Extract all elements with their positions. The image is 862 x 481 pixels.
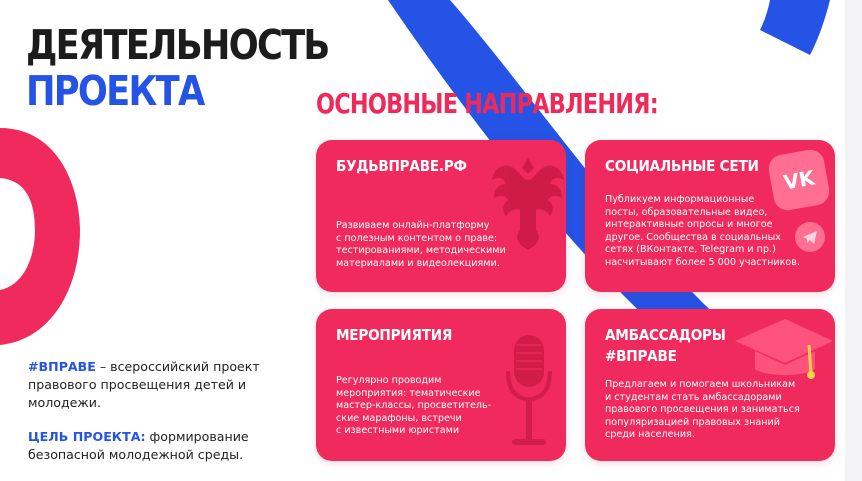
card-social-networks bbox=[585, 140, 835, 292]
vk-icon-label: VK bbox=[781, 165, 817, 195]
card-text: Предлагаем и помогаем школьникам и студентам стать амбассадорами правового просвещения и заниматься популяризацией правовых знаний среди населения. bbox=[605, 379, 800, 441]
project-hashtag: #ВПРАВЕ bbox=[28, 359, 96, 374]
project-description bbox=[28, 358, 278, 412]
card-events bbox=[316, 309, 566, 461]
card-text: Регулярно проводим мероприятия: тематические мастер-классы, просветитель- ские марафоны, встречи с известными юристами bbox=[336, 375, 492, 437]
card-title: АМБАССАДОРЫ #ВПРАВЕ bbox=[605, 326, 726, 365]
card-title: БУДЬВПРАВЕ.РФ bbox=[336, 157, 467, 175]
red-ring-shape bbox=[0, 128, 80, 345]
project-goal-label: ЦЕЛЬ ПРОЕКТА: bbox=[28, 429, 146, 444]
project-goal bbox=[28, 428, 288, 464]
page-title-line2: ПРОЕКТА bbox=[26, 67, 204, 115]
page-title-line1: ДЕЯТЕЛЬНОСТЬ bbox=[26, 21, 329, 69]
card-ambassadors bbox=[585, 309, 835, 461]
project-description-text: – всероссийский проект правового просвещения детей и молодежи. bbox=[28, 359, 260, 410]
section-title: ОСНОВНЫЕ НАПРАВЛЕНИЯ: bbox=[316, 87, 658, 120]
card-title: МЕРОПРИЯТИЯ bbox=[336, 326, 453, 344]
card-title: СОЦИАЛЬНЫЕ СЕТИ bbox=[605, 157, 759, 175]
card-budvprave bbox=[316, 140, 566, 292]
project-goal-text: формирование безопасной молодежной среды. bbox=[28, 429, 249, 462]
graduation-cap-icon bbox=[725, 311, 835, 381]
card-text: Публикуем информационные посты, образовательные видео, интерактивные опросы и многое другое. Сообщества в социальных сетях (ВКонтакте, Telegram и пр.) насчитывают более 5 000 участников. bbox=[605, 194, 800, 268]
page-title bbox=[26, 22, 329, 114]
blue-ribbon-top-shape bbox=[760, 0, 830, 55]
right-edge-panel bbox=[845, 0, 862, 481]
card-text: Развиваем онлайн-платформу с полезным контентом о праве: тестированиями, методическими материалами и видеолекциями. bbox=[336, 220, 506, 269]
